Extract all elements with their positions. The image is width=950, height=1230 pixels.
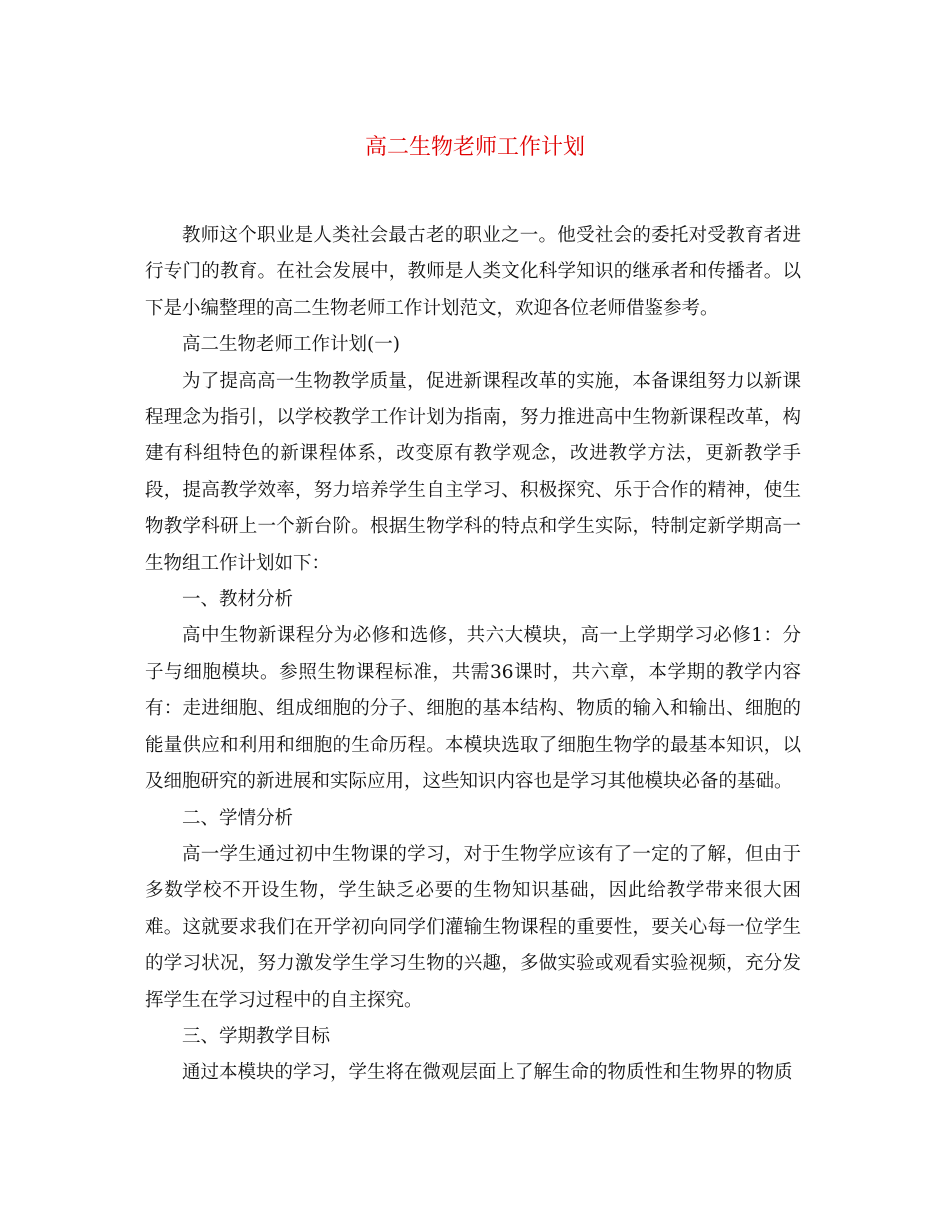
- document-body: [145, 218, 801, 1092]
- intro-paragraph: 教师这个职业是人类社会最古老的职业之一。他受社会的委托对受教育者进行专门的教育。在社会发展中，教师是人类文化科学知识的继承者和传播者。以下是小编整理的高二生物老师工作计划范文，欢迎各位老师借鉴参考。: [145, 225, 801, 319]
- section-heading-teaching-goals: 三、学期教学目标: [182, 1025, 331, 1047]
- textbook-analysis-paragraph: 高中生物新课程分为必修和选修，共六大模块，高一上学期学习必修1：分子与细胞模块。参照生物课程标准，共需36课时，共六章，本学期的教学内容有：走进细胞、组成细胞的分子、细胞的基本结构、物质的输入和输出、细胞的能量供应和利用和细胞的生命历程。本模块选取了细胞生物学的最基本知识，以及细胞研究的新进展和实际应用，这些知识内容也是学习其他模块必备的基础。: [145, 625, 801, 793]
- section-heading-student-analysis: 二、学情分析: [182, 807, 294, 829]
- student-analysis-paragraph: 高一学生通过初中生物课的学习，对于生物学应该有了一定的了解，但由于多数学校不开设生物，学生缺乏必要的生物知识基础，因此给教学带来很大困难。这就要求我们在开学初向同学们灌输生物课程的重要性，要关心每一位学生的学习状况，努力激发学生学习生物的兴趣，多做实验或观看实验视频，充分发挥学生在学习过程中的自主探究。: [145, 843, 801, 1011]
- plan-intro-paragraph: 为了提高高一生物教学质量，促进新课程改革的实施，本备课组努力以新课程理念为指引，以学校教学工作计划为指南，努力推进高中生物新课程改革，构建有科组特色的新课程体系，改变原有教学观念，改进教学方法，更新教学手段，提高教学效率，努力培养学生自主学习、积极探究、乐于合作的精神，使生物教学科研上一个新台阶。根据生物学科的特点和学生实际，特制定新学期高一生物组工作计划如下：: [145, 370, 801, 574]
- teaching-goals-paragraph: 通过本模块的学习，学生将在微观层面上了解生命的物质性和生物界的物质: [182, 1062, 793, 1084]
- section-heading-plan-one: 高二生物老师工作计划(一): [182, 334, 400, 356]
- document-title: 高二生物老师工作计划: [364, 135, 585, 160]
- section-heading-textbook-analysis: 一、教材分析: [182, 589, 294, 611]
